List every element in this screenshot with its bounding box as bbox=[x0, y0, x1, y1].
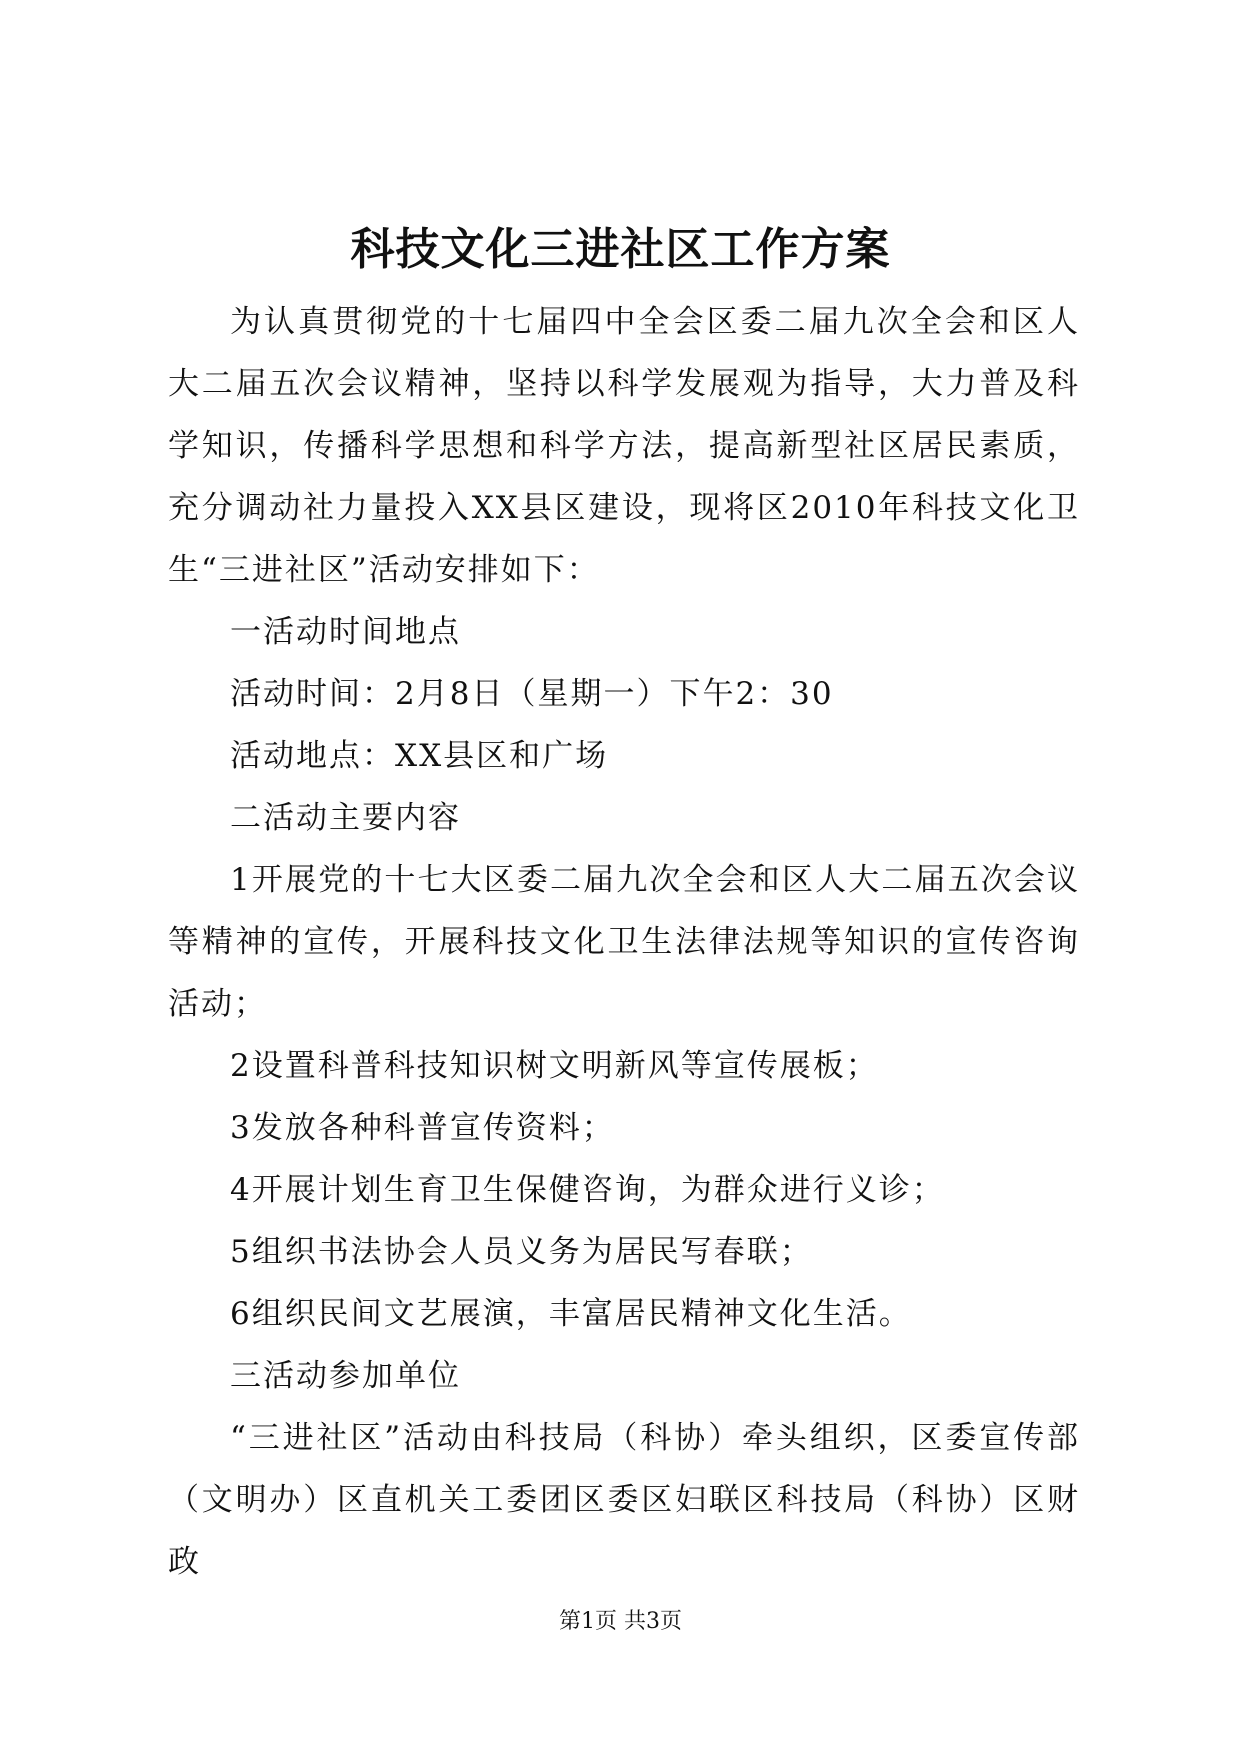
list-item: 5组织书法协会人员义务为居民写春联； bbox=[230, 1234, 813, 1270]
paragraph-units: “三进社区”活动由科技局（科协）牵头组织，区委宣传部（文明办）区直机关工委团区委区妇联区科技局（科协）区财政 bbox=[168, 1420, 1080, 1580]
list-item: 2设置科普科技知识树文明新风等宣传展板； bbox=[230, 1048, 879, 1084]
paragraph-intro: 为认真贯彻党的十七届四中全会区委二届九次全会和区人大二届五次会议精神，坚持以科学发展观为指导，大力普及科学知识，传播科学思想和科学方法，提高新型社区居民素质，充分调动社力量投入XX县区建设，现将区2010年科技文化卫生“三进社区”活动安排如下： bbox=[168, 304, 1080, 588]
list-item: 3发放各种科普宣传资料； bbox=[230, 1110, 615, 1146]
paragraph-activity-time: 活动时间：2月8日（星期一）下午2：30 bbox=[230, 676, 834, 712]
document-body bbox=[168, 291, 1080, 1593]
paragraph-activity-place: 活动地点：XX县区和广场 bbox=[230, 738, 609, 774]
page-footer: 第1页 共3页 bbox=[559, 1609, 682, 1634]
section-heading-content: 二活动主要内容 bbox=[230, 800, 461, 836]
list-item: 4开展计划生育卫生保健咨询，为群众进行义诊； bbox=[230, 1172, 945, 1208]
section-heading-time-place: 一活动时间地点 bbox=[230, 614, 461, 650]
section-heading-units: 三活动参加单位 bbox=[230, 1358, 461, 1394]
list-item: 1开展党的十七大区委二届九次全会和区人大二届五次会议等精神的宣传，开展科技文化卫生法律法规等知识的宣传咨询活动； bbox=[168, 862, 1080, 1022]
list-item: 6组织民间文艺展演，丰富居民精神文化生活。 bbox=[230, 1296, 912, 1332]
document-title: 科技文化三进社区工作方案 bbox=[350, 224, 891, 275]
